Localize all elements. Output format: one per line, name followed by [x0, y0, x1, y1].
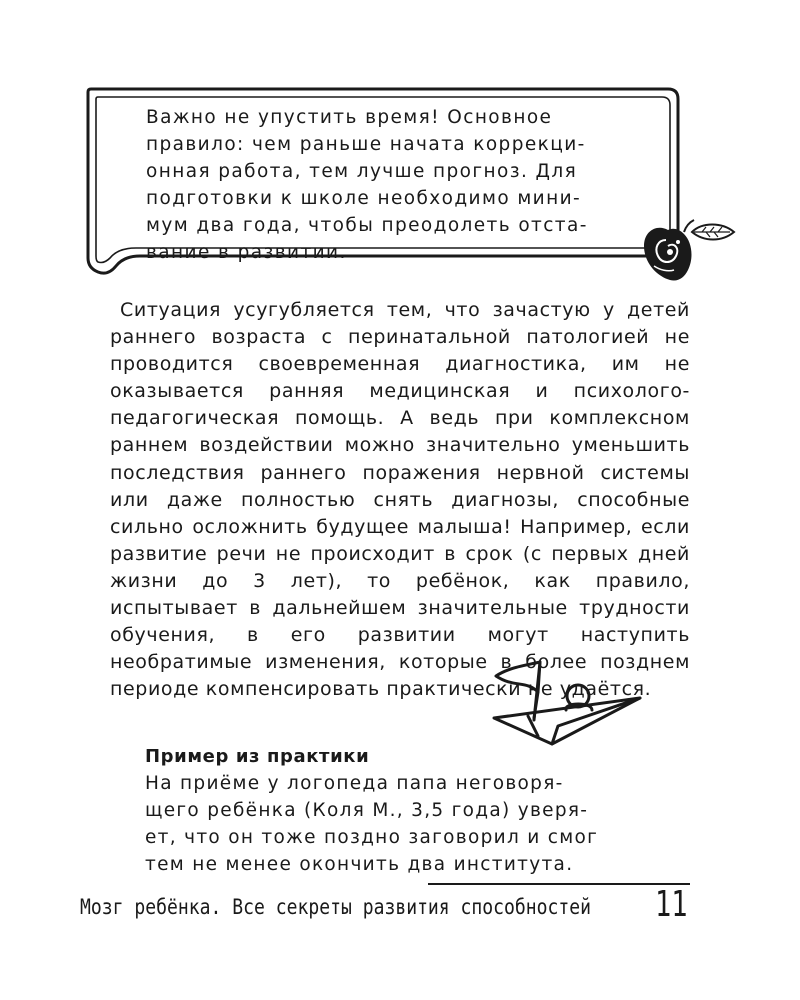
callout-line: Важно не упустить время! Основное: [146, 107, 553, 128]
callout-line: мум два года, чтобы преодолеть отста-: [146, 215, 588, 236]
paper-plane-illustration: [492, 658, 652, 758]
callout-text: [146, 104, 634, 266]
example-line: тем не менее окончить два института.: [145, 854, 574, 875]
callout-box: [84, 86, 684, 276]
example-line: ет, что он тоже поздно заговорил и смог: [145, 827, 599, 848]
page-number: 11: [655, 884, 688, 925]
apple-ornament-icon: [640, 218, 740, 288]
practice-example: [145, 744, 645, 878]
example-text: [145, 770, 645, 878]
callout-line: подготовки к школе необходимо мини-: [146, 188, 582, 209]
callout-line: правило: чем раньше начата коррекци-: [146, 134, 586, 155]
example-heading: Пример из практики: [145, 746, 370, 767]
footer-divider: [428, 883, 690, 885]
example-line: щего ребёнка (Коля М., 3,5 года) уверя-: [145, 800, 589, 821]
callout-line: онная работа, тем лучше прогноз. Для: [146, 161, 578, 182]
example-line: На приёме у логопеда папа неговоря-: [145, 773, 564, 794]
book-title: Мозг ребёнка. Все секреты развития способностей: [80, 895, 592, 919]
callout-line: вание в развитии.: [146, 242, 347, 263]
main-paragraph: Ситуация усугубляется тем, что зачастую у детей раннего возраста с перинатальной патологией не проводится своевременная диагностика, им не оказывается ранняя медицинская и психолого-педагогическая помощь. А ведь при комплексном раннем воздействии можно значительно уменьшить последствия раннего поражения нервной системы или даже полностью снять диагнозы, способные сильно осложнить будущее малыша! Например, если развитие речи не происходит в срок (с первых дней жизни до 3 лет), то ребёнок, как правило, испытывает в дальнейшем значительные трудности обучения, в его развитии могут наступить необратимые изменения, которые в более позднем периоде компенсировать практически не удаётся.: [110, 299, 690, 701]
